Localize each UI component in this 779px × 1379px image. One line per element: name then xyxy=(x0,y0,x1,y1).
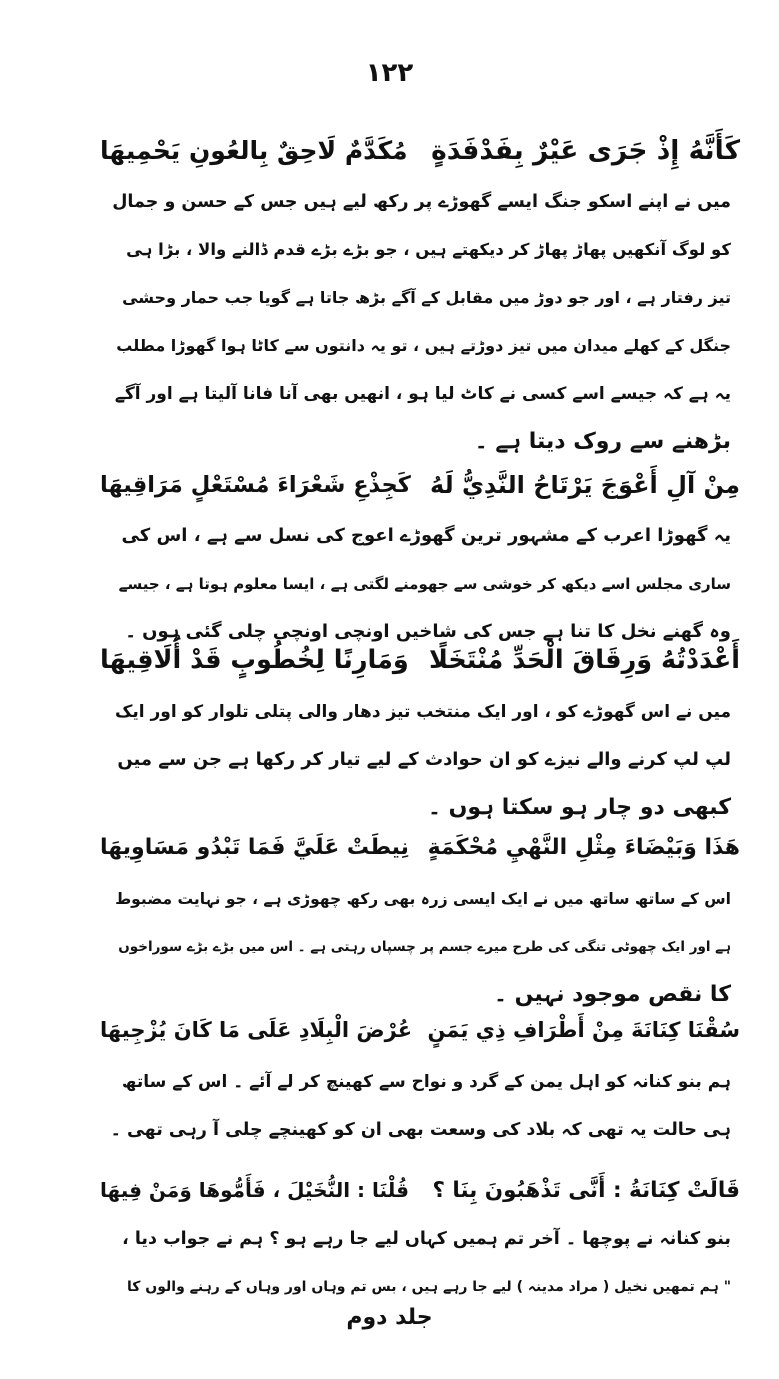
verse-couplet xyxy=(100,822,740,872)
verse-couplet xyxy=(100,635,740,685)
verse-couplet xyxy=(100,460,740,510)
verse-hemistich-left: مُكَدَّمٌ لَاحِقٌ بِالعُونِ يَحْمِيهَا xyxy=(100,135,408,165)
translation-line: کو لوگ آنکھیں پھاڑ پھاڑ کر دیکھتے ہیں ، جو بڑے بڑے قدم ڈالنے والا ، بڑا ہی xyxy=(126,240,731,259)
verse-couplet xyxy=(100,1005,740,1055)
translation-line: میں نے اپنے اسکو جنگ ایسے گھوڑے پر رکھ لیے ہیں جس کے حسن و جمال xyxy=(112,192,731,212)
verse-hemistich-left: وَمَارِنًا لِخُطُوبٍ قَدْ أُلَاقِيهَا xyxy=(100,645,409,675)
translation-line: یہ ہے کہ جیسے اسے کسی نے کاٹ لیا ہو ، انھیں بھی آنا فانا آلیتا ہے اور آگے xyxy=(114,384,731,404)
translation-line: بنو کنانہ نے پوچھا ۔ آخر تم ہمیں کہاں لیے جا رہے ہو ؟ ہم نے جواب دیا ، xyxy=(122,1229,731,1249)
translation-paragraph xyxy=(111,875,731,1019)
verse-hemistich-left: عُرْضَ الْبِلَادِ عَلَى مَا كَانَ يُزْجِيهَا xyxy=(100,1018,413,1042)
translation-line: یہ گھوڑا اعرب کے مشہور ترین گھوڑے اعوج کی نسل سے ہے ، اس کی xyxy=(121,525,731,546)
translation-line: ساری مجلس اسے دیکھ کر خوشی سے جھومنے لگتی ہے ، ایسا معلوم ہوتا ہے ، جیسے xyxy=(118,575,731,593)
translation-line: ہم بنو کنانہ کو اہل یمن کے گرد و نواح سے کھینچ کر لے آئے ۔ اس کے ساتھ xyxy=(121,1072,731,1092)
translation-line: اس کے ساتھ ساتھ میں نے ایک ایسی زرہ بھی رکھ چھوڑی ہے ، جو نہایت مضبوط xyxy=(115,890,731,908)
translation-line: " ہم تمھیں نخیل ( مراد مدینہ ) لیے جا رہے ہیں ، بس تم وہاں اور وہاں کے رہنے والوں کا xyxy=(127,1279,731,1295)
verse-hemistich-left: كَجِذْعِ شَعْرَاءَ مُسْتَعْلٍ مَرَاقِيهَا xyxy=(100,472,411,498)
translation-paragraph xyxy=(111,1215,731,1311)
translation-line: لپ لپ کرنے والے نیزے کو ان حوادث کے لیے تیار کر رکھا ہے جن سے میں xyxy=(117,749,731,770)
translation-line: جنگل کے کھلے میدان میں تیز دوڑتے ہیں ، تو یہ دانتوں سے کاٹا ہوا گھوڑا مطلب xyxy=(116,336,731,355)
translation-line: بڑھنے سے روک دیتا ہے ۔ xyxy=(474,429,731,454)
verse-hemistich-left: نِيطَتْ عَلَيَّ فَمَا تَبْدُو مَسَاوِيهَا xyxy=(100,834,409,860)
verse-hemistich-right: أَعْدَدْتُهُ وَرِقَاقَ الْحَدِّ مُنْتَخَلًا xyxy=(428,645,740,675)
translation-line: میں نے اس گھوڑے کو ، اور ایک منتخب تیز دھار والی پتلی تلوار کو اور ایک xyxy=(114,702,731,722)
verse-hemistich-left: قُلْنَا : النُّخَيْلَ ، فَأَمُّوهَا وَمَنْ فِيهَا xyxy=(100,1178,409,1202)
verse-hemistich-right: مِنْ آلِ أَعْوَجَ يَرْتَاحُ النَّدِيُّ لَهُ xyxy=(430,471,740,499)
translation-line: کا نقص موجود نہیں ۔ xyxy=(494,982,731,1007)
verse-couplet xyxy=(100,125,740,175)
translation-line: تیز رفتار ہے ، اور جو دوڑ میں مقابل کے آگے بڑھ جاتا ہے گویا جب حمار وحشی xyxy=(122,288,731,307)
verse-hemistich-right: سُقْنَا كِنَانَةَ مِنْ أَطْرَافِ ذِي يَمَنٍ xyxy=(427,1018,740,1042)
verse-couplet xyxy=(100,1165,740,1215)
translation-line: وہ گھنے نخل کا تنا ہے جس کی شاخیں اونچی اونچی چلی گئی ہوں ۔ xyxy=(125,621,731,642)
translation-paragraph xyxy=(111,1058,731,1154)
verse-hemistich-right: هَذَا وَبَيْضَاءَ مِثْلِ النَّهْيِ مُحْكَمَةٍ xyxy=(427,834,740,860)
translation-line: ہی حالت یہ تھی کہ بلاد کی وسعت بھی ان کو کھینچے چلی آ رہی تھی ۔ xyxy=(110,1120,731,1140)
translation-line: کبھی دو چار ہو سکتا ہوں ۔ xyxy=(428,795,731,820)
page-number: ١٢٢ xyxy=(365,58,414,88)
translation-line: ہے اور ایک چھوٹی تنگی کی طرح میرے جسم پر چسپاں رہتی ہے ۔ اس میں بڑے بڑے سوراخوں xyxy=(118,939,731,955)
translation-paragraph xyxy=(111,688,731,832)
volume-footer: جلد دوم xyxy=(346,1305,433,1330)
verse-hemistich-right: قَالَتْ كِنَانَةُ : أَنَّى تَذْهَبُونَ بِنَا ؟ xyxy=(432,1177,740,1203)
verse-hemistich-right: كَأَنَّهُ إِذْ جَرَى عَيْرٌ بِفَدْفَدَةٍ xyxy=(431,134,740,166)
translation-paragraph xyxy=(111,178,731,466)
